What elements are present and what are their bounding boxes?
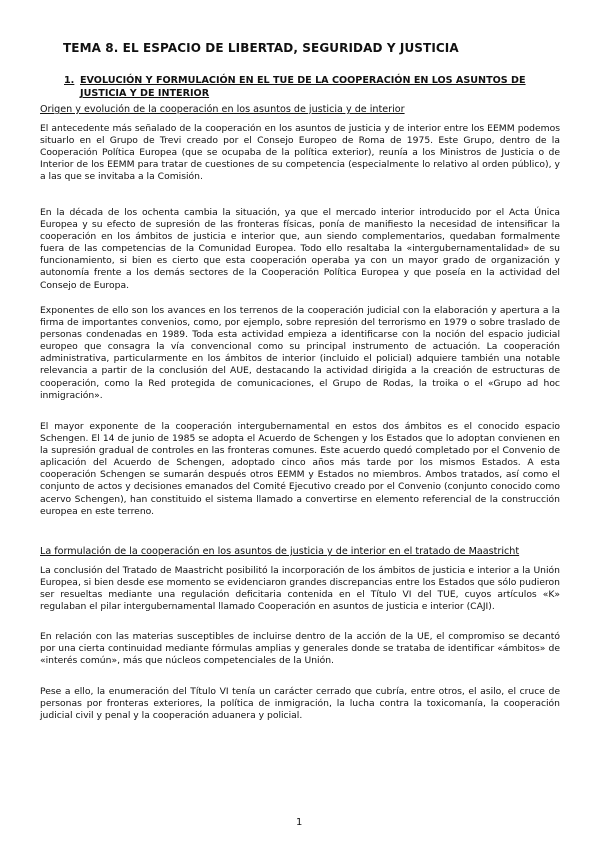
paragraph: En relación con las materias susceptibles de incluirse dentro de la acción de la UE, el compromiso se decantó por una cierta continuidad mediante fórmulas amplias y generales donde se trataba de identificar «ámbitos» de «interés común», más que núcleos competenciales de la Unión. <box>40 631 560 667</box>
paragraph: El mayor exponente de la cooperación intergubernamental en estos dos ámbitos es el conocido espacio Schengen. El 14 de junio de 1985 se adopta el Acuerdo de Schengen y los Estados que lo adoptan convienen en la supresión gradual de controles en las fronteras comunes. Este acuerdo quedó completado por el Convenio de aplicación del Acuerdo de Schengen, adoptado cinco años más tarde por los mismos Estados. A esta cooperación Schengen se sumarán después otros EEMM y Estados no miembros. Ambos tratados, así como el conjunto de actos y decisiones emanados del Comité Ejecutivo creado por el Convenio (conjunto conocido como acervo Schengen), han constituido el sistema llamado a convertirse en elemento referencial de la construcción europea en este terreno. <box>40 421 560 517</box>
paragraph: El antecedente más señalado de la cooperación en los asuntos de justicia y de interior entre los EEMM podemos situarlo en el Grupo de Trevi creado por el Consejo Europeo de Roma de 1975. Este Grupo, dentro de la Cooperación Política Europea (que se ocupaba de la política exterior), reunía a los Ministros de Justicia o de Interior de los EEMM para tratar de cuestiones de su competencia (especialmente lo relativo al orden público), y a las que se invitaba a la Comisión. <box>40 123 560 183</box>
section-heading-text: EVOLUCIÓN Y FORMULACIÓN EN EL TUE DE LA COOPERACIÓN EN LOS ASUNTOS DE JUSTICIA Y DE INTERIOR <box>80 75 526 99</box>
section-heading <box>64 74 560 100</box>
section-number: 1. <box>64 75 75 86</box>
subheading-origin: Origen y evolución de la cooperación en los asuntos de justicia y de interior <box>40 104 405 115</box>
paragraph: Pese a ello, la enumeración del Título VI tenía un carácter cerrado que cubría, entre otros, el asilo, el cruce de personas por fronteras exteriores, la política de inmigración, la lucha contra la toxicomanía, la cooperación judicial civil y penal y la cooperación aduanera y policial. <box>40 686 560 722</box>
page-number: 1 <box>296 817 303 828</box>
paragraph: La conclusión del Tratado de Maastricht posibilitó la incorporación de los ámbitos de justicia e interior a la Unión Europea, si bien desde ese momento se evidenciaron grandes discrepancias entre los Estados que sólo pudieron ser resueltas mediante una regulación deficitaria contenida en el Título VI del TUE, cuyos artículos «K» regulaban el pilar intergubernamental llamado Cooperación en asuntos de justicia e interior (CAJI). <box>40 565 560 613</box>
subheading-maastricht: La formulación de la cooperación en los asuntos de justicia y de interior en el tratado de Maastricht <box>40 546 520 557</box>
document-title: TEMA 8. EL ESPACIO DE LIBERTAD, SEGURIDAD Y JUSTICIA <box>63 41 459 55</box>
paragraph: Exponentes de ello son los avances en los terrenos de la cooperación judicial con la elaboración y apertura a la firma de importantes convenios, como, por ejemplo, sobre represión del terrorismo en 1979 o sobre traslado de personas condenadas en 1989. Toda esta actividad empieza a identificarse con la noción del espacio judicial europeo que consagra la vía convencional como su principal instrumento de actuación. La cooperación administrativa, particularmente en los ámbitos de interior (incluido el policial) adquiere también una notable relevancia a partir de la conclusión del AUE, destacando la actividad dirigida a la creación de estructuras de cooperación, como la Red protegida de comunicaciones, el Grupo de Rodas, la troika o el «Grupo ad hoc inmigración». <box>40 305 560 401</box>
paragraph: En la década de los ochenta cambia la situación, ya que el mercado interior introducido por el Acta Única Europea y su efecto de supresión de las fronteras físicas, ponía de manifiesto la necesidad de intensificar la cooperación en los ámbitos de justicia e interior que, aun siendo complementarios, quedaban formalmente fuera de las competencias de la Comunidad Europea. Todo ello resaltaba la «intergubernamentalidad» de su funcionamiento, si bien es cierto que esta cooperación operaba ya con un mayor grado de organización y autonomía frente a los demás sectores de la Cooperación Política Europea y que poseía en la actividad del Consejo de Europa. <box>40 207 560 291</box>
